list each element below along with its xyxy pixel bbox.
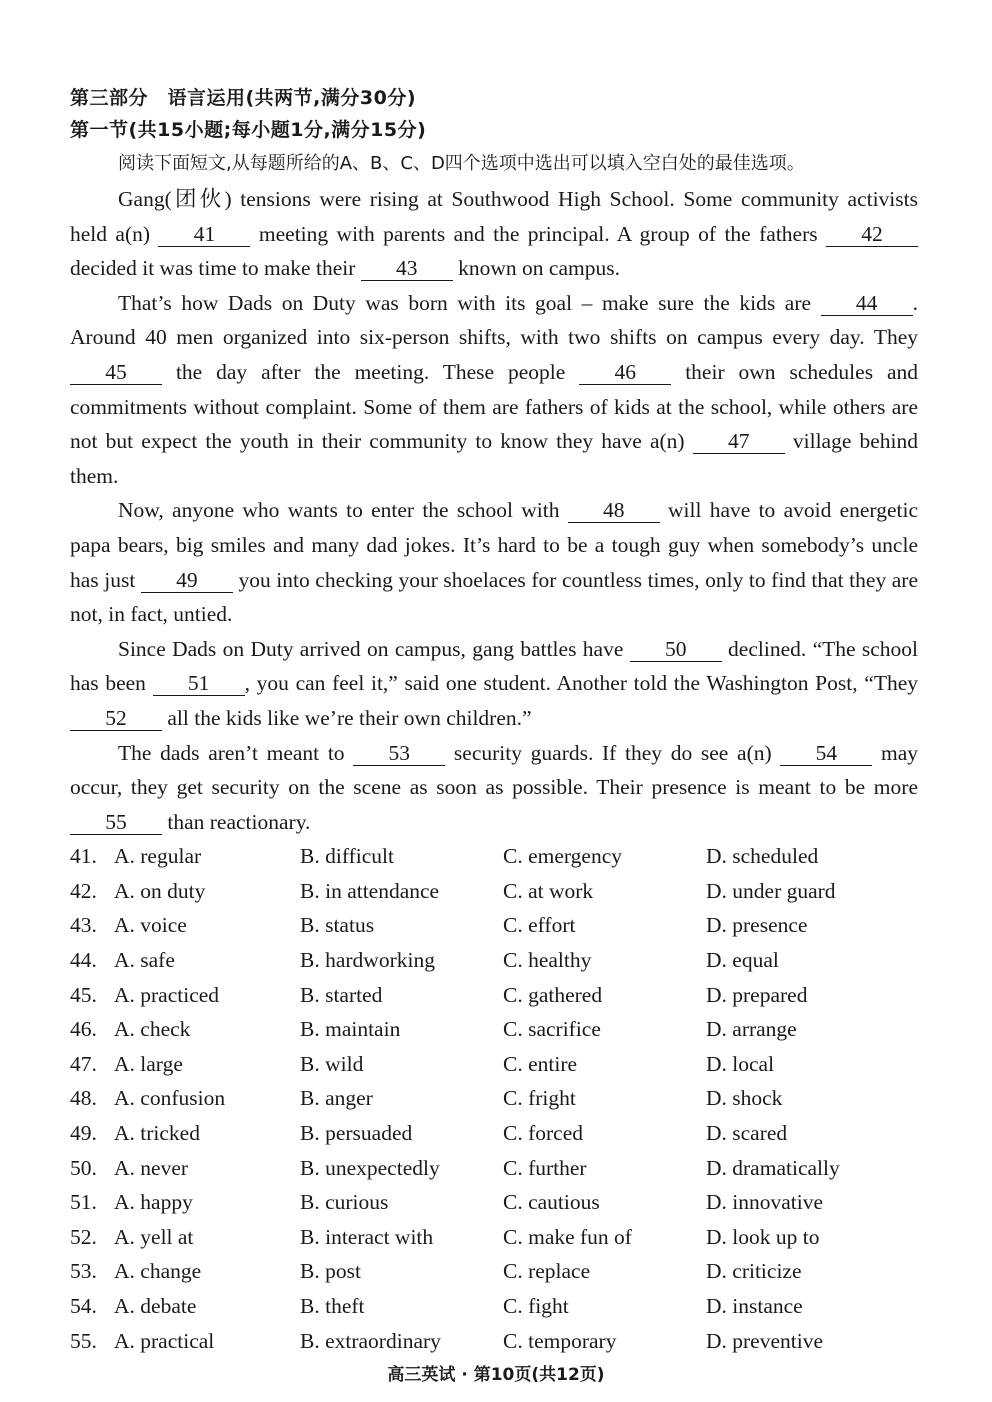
option-a: A. practiced (114, 982, 220, 1007)
option-row (70, 1185, 918, 1220)
option-d: D. arrange (706, 1017, 797, 1042)
option-row (70, 908, 918, 943)
passage-text: the day after the meeting. These people (175, 359, 566, 384)
option-row (70, 1012, 918, 1047)
option-c: C. emergency (503, 844, 623, 869)
option-d: D. innovative (706, 1190, 824, 1215)
option-b: B. unexpectedly (300, 1155, 440, 1180)
blank-43: 43 (361, 256, 453, 281)
section-title: 第三部分 语言运用(共两节,满分30分) (70, 87, 417, 109)
option-d: D. preventive (706, 1328, 824, 1353)
option-c: C. replace (503, 1259, 591, 1284)
option-c: C. entire (503, 1051, 578, 1076)
blank-49: 49 (141, 568, 233, 593)
option-d: D. dramatically (706, 1155, 840, 1180)
option-b: B. difficult (300, 844, 394, 869)
option-d: D. criticize (706, 1259, 802, 1284)
passage-text: Since Dads on Duty arrived on campus, gang battles have (118, 636, 624, 661)
question-number: 49. (70, 1121, 97, 1146)
option-row (70, 874, 918, 909)
option-d: D. scheduled (706, 844, 819, 869)
passage-paragraph-1 (70, 182, 918, 286)
option-a: A. voice (114, 913, 187, 938)
option-b: B. interact with (300, 1224, 434, 1249)
option-d: D. look up to (706, 1224, 820, 1249)
option-d: D. scared (706, 1121, 788, 1146)
option-a: A. safe (114, 948, 175, 973)
passage-paragraph-5 (70, 736, 918, 840)
passage-paragraph-3 (70, 493, 918, 631)
passage-text: , you can feel it,” said one student. Another told the Washington Post, “They (244, 671, 918, 696)
instruction: 阅读下面短文,从每题所给的A、B、C、D四个选项中选出可以填入空白处的最佳选项。 (118, 153, 805, 174)
option-a: A. never (114, 1155, 189, 1180)
blank-54: 54 (780, 741, 872, 766)
question-number: 46. (70, 1017, 97, 1042)
option-d: D. local (706, 1051, 775, 1076)
option-b: B. started (300, 982, 383, 1007)
option-row (70, 1220, 918, 1255)
passage-text: will have to avoid energetic papa bears, big smiles and many dad jokes. It’s hard to be a tough guy when somebody’s uncle has just (70, 498, 918, 592)
option-row (70, 839, 918, 874)
option-a: A. practical (114, 1328, 215, 1353)
blank-42: 42 (826, 222, 918, 247)
option-d: D. under guard (706, 878, 836, 903)
options-list (70, 839, 918, 1358)
option-d: D. equal (706, 948, 779, 973)
option-c: C. further (503, 1155, 587, 1180)
option-a: A. large (114, 1051, 183, 1076)
question-number: 47. (70, 1051, 97, 1076)
option-d: D. instance (706, 1294, 803, 1318)
passage-text: meeting with parents and the principal. A group of the fathers (258, 221, 818, 246)
passage-text: declined. “The school has been (70, 636, 919, 696)
option-d: D. prepared (706, 982, 808, 1007)
option-c: C. fight (503, 1294, 569, 1318)
question-number: 52. (70, 1224, 97, 1249)
option-a: A. regular (114, 844, 202, 869)
option-b: B. in attendance (300, 878, 440, 903)
option-row (70, 1116, 918, 1151)
option-row (70, 1081, 918, 1116)
passage-text: all the kids like we’re their own children.” (167, 705, 532, 730)
question-number: 55. (70, 1328, 97, 1353)
passage-text: you into checking your shoelaces for countless times, only to find that they are not, in fact, untied. (70, 567, 919, 627)
passage-text: may occur, they get security on the scene as soon as possible. Their presence is meant to be more (70, 740, 919, 800)
option-a: A. check (114, 1017, 191, 1042)
option-a: A. change (114, 1259, 202, 1284)
option-a: A. happy (114, 1190, 193, 1215)
question-number: 50. (70, 1155, 97, 1180)
passage-text: than reactionary. (167, 809, 311, 834)
option-c: C. make fun of (503, 1224, 632, 1249)
option-row (70, 1289, 918, 1324)
blank-53: 53 (353, 741, 445, 766)
option-c: C. fright (503, 1086, 576, 1111)
option-c: C. gathered (503, 982, 603, 1007)
option-row (70, 978, 918, 1013)
option-a: A. debate (114, 1294, 197, 1318)
exam-page (70, 82, 918, 1358)
question-number: 48. (70, 1086, 97, 1111)
page-footer: 高三英试 · 第10页(共12页) (387, 1365, 605, 1385)
option-b: B. theft (300, 1294, 365, 1318)
option-row (70, 943, 918, 978)
passage-paragraph-2 (70, 286, 918, 494)
passage-text: That’s how Dads on Duty was born with its goal – make sure the kids are (118, 290, 812, 315)
option-b: B. post (300, 1259, 361, 1284)
passage-text: Gang(团伙) tensions were rising at Southwood High School. Some community activists held a(n) (70, 187, 918, 246)
question-number: 54. (70, 1294, 97, 1318)
blank-47: 47 (693, 429, 785, 454)
option-a: A. yell at (114, 1224, 194, 1249)
passage-text: . Around 40 men organized into six-person shifts, with two shifts on campus every day. They (70, 290, 919, 350)
option-c: C. at work (503, 878, 594, 903)
passage-text: their own schedules and commitments without complaint. Some of them are fathers of kids at the school, while others are not but expect the youth in their community to know they have a(n) (70, 359, 919, 454)
option-c: C. temporary (503, 1328, 617, 1353)
option-c: C. cautious (503, 1190, 600, 1215)
option-b: B. wild (300, 1051, 364, 1076)
subsection-title: 第一节(共15小题;每小题1分,满分15分) (70, 119, 427, 141)
option-c: C. healthy (503, 948, 592, 973)
option-c: C. forced (503, 1121, 583, 1146)
option-row (70, 1151, 918, 1186)
option-a: A. tricked (114, 1121, 200, 1146)
option-b: B. anger (300, 1086, 373, 1111)
question-number: 53. (70, 1259, 97, 1284)
question-number: 44. (70, 948, 97, 973)
blank-50: 50 (630, 637, 722, 662)
option-b: B. hardworking (300, 948, 435, 973)
option-d: D. shock (706, 1086, 783, 1111)
option-a: A. confusion (114, 1086, 226, 1111)
option-b: B. extraordinary (300, 1328, 441, 1353)
passage-text: decided it was time to make their (70, 256, 356, 281)
option-row (70, 1324, 918, 1359)
question-number: 42. (70, 878, 97, 903)
passage-text: The dads aren’t meant to (118, 740, 345, 765)
option-b: B. maintain (300, 1017, 401, 1042)
question-number: 51. (70, 1190, 97, 1215)
option-a: A. on duty (114, 878, 206, 903)
blank-55: 55 (70, 810, 162, 835)
blank-52: 52 (70, 706, 162, 731)
blank-46: 46 (579, 360, 671, 385)
option-b: B. persuaded (300, 1121, 413, 1146)
passage-text: security guards. If they do see a(n) (453, 740, 772, 765)
passage-text: Now, anyone who wants to enter the school with (118, 498, 560, 523)
option-c: C. effort (503, 913, 576, 938)
passage-text: village behind them. (70, 429, 919, 488)
option-b: B. status (300, 913, 375, 938)
option-row (70, 1047, 918, 1082)
blank-45: 45 (70, 360, 162, 385)
blank-48: 48 (568, 498, 660, 523)
option-c: C. sacrifice (503, 1017, 601, 1042)
passage-paragraph-4 (70, 632, 918, 736)
blank-51: 51 (153, 671, 245, 696)
question-number: 41. (70, 844, 97, 869)
option-d: D. presence (706, 913, 808, 938)
blank-41: 41 (158, 222, 250, 247)
option-row (70, 1254, 918, 1289)
question-number: 43. (70, 913, 97, 938)
question-number: 45. (70, 982, 97, 1007)
blank-44: 44 (821, 291, 913, 316)
option-b: B. curious (300, 1190, 389, 1215)
passage-text: known on campus. (458, 256, 620, 281)
